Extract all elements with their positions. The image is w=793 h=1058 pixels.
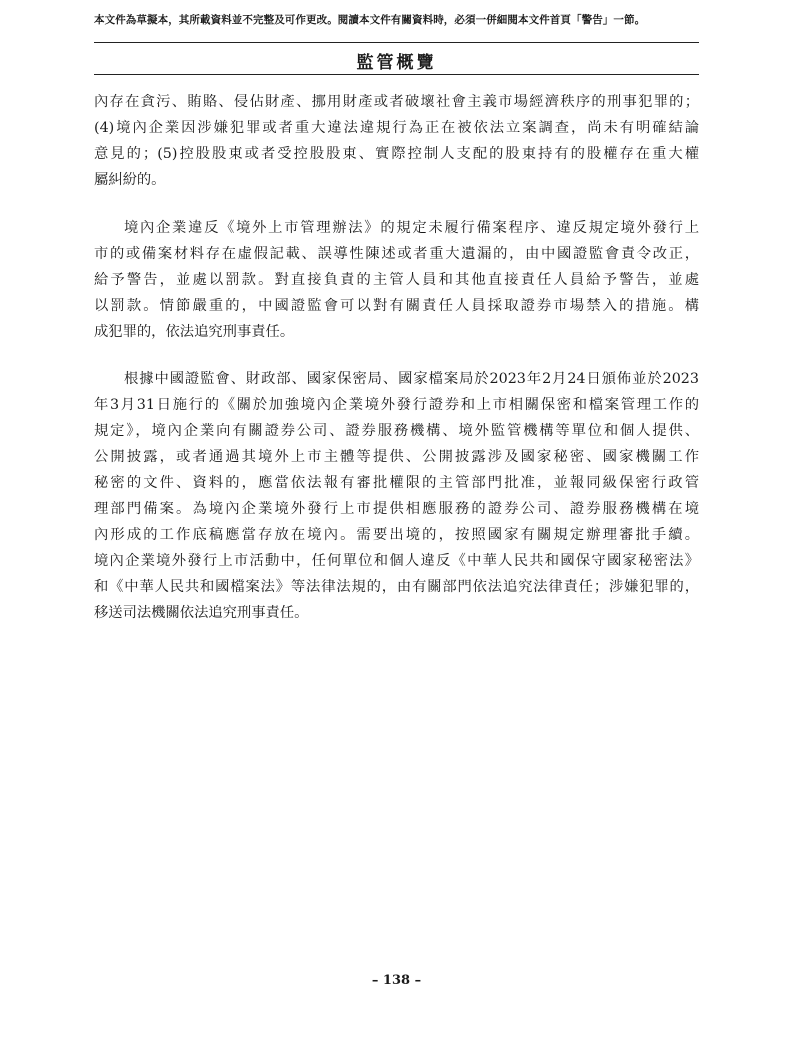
text-line: 境內企業違反《境外上市管理辦法》的規定未履行備案程序、違反規定境外發行上 xyxy=(124,220,699,236)
text-line: 公開披露，或者通過其境外上市主體等提供、公開披露涉及國家秘密、國家機關工作 xyxy=(94,449,699,465)
section-title: 監管概覽 xyxy=(356,53,437,73)
text-line: 成犯罪的，依法追究刑事責任。 xyxy=(94,324,295,340)
draft-disclaimer: 本文件為草擬本，其所載資料並不完整及可作更改。閱讀本文件有關資料時，必須一併細閱本文件首頁「警告」一節。 xyxy=(94,14,646,26)
text-line: 內形成的工作底稿應當存放在境內。需要出境的，按照國家有關規定辦理審批手續。 xyxy=(94,527,699,543)
text-line: 規定》，境內企業向有關證券公司、證券服務機構、境外監管機構等單位和個人提供、 xyxy=(94,423,699,439)
text-line: 意見的；(5)控股股東或者受控股股東、實際控制人支配的股東持有的股權存在重大權 xyxy=(94,146,699,162)
text-line: 境內企業境外發行上市活動中，任何單位和個人違反《中華人民共和國保守國家秘密法》 xyxy=(94,553,699,569)
text-line: 以罰款。情節嚴重的，中國證監會可以對有關責任人員採取證券市場禁入的措施。構 xyxy=(94,298,699,314)
text-line: 和《中華人民共和國檔案法》等法律法規的，由有關部門依法追究法律責任；涉嫌犯罪的， xyxy=(94,579,699,595)
paragraph-3 xyxy=(94,366,699,626)
text-line: 給予警告，並處以罰款。對直接負責的主管人員和其他直接責任人員給予警告，並處 xyxy=(94,272,699,288)
text-line: 屬糾紛的。 xyxy=(94,172,166,188)
text-line: 根據中國證監會、財政部、國家保密局、國家檔案局於2023年2月24日頒佈並於2023 xyxy=(124,371,699,387)
text-line: 內存在貪污、賄賂、侵佔財產、挪用財產或者破壞社會主義市場經濟秩序的刑事犯罪的； xyxy=(94,94,699,110)
text-line: 移送司法機關依法追究刑事責任。 xyxy=(94,605,309,621)
header-divider-bottom xyxy=(94,74,699,75)
text-line: (4)境內企業因涉嫌犯罪或者重大違法違規行為正在被依法立案調查，尚未有明確結論 xyxy=(94,120,699,136)
text-line: 秘密的文件、資料的，應當依法報有審批權限的主管部門批准，並報同級保密行政管 xyxy=(94,475,699,491)
text-line: 年3月31日施行的《關於加強境內企業境外發行證券和上市相關保密和檔案管理工作的 xyxy=(94,397,699,413)
page-number: – 138 – xyxy=(371,973,422,988)
text-line: 理部門備案。為境內企業境外發行上市提供相應服務的證券公司、證券服務機構在境 xyxy=(94,501,699,517)
header-divider-top xyxy=(94,42,699,43)
paragraph-2 xyxy=(94,215,699,345)
paragraph-1 xyxy=(94,89,699,193)
text-line: 市的或備案材料存在虛假記載、誤導性陳述或者重大遺漏的，由中國證監會責令改正， xyxy=(94,246,699,262)
